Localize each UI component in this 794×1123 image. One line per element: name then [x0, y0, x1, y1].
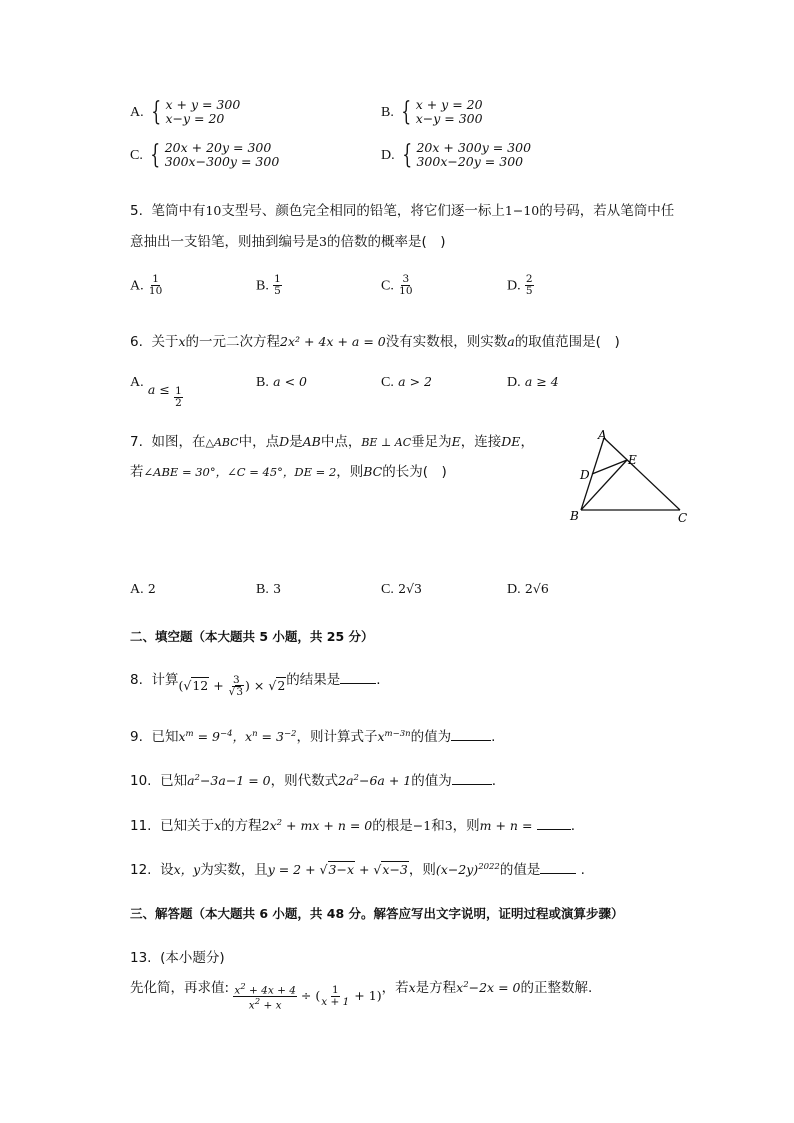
math-var: D [279, 434, 290, 449]
math-expr: a > 2 [398, 374, 432, 389]
question-text: 设 [160, 862, 174, 878]
question-text: 中，点 [238, 434, 280, 450]
segment-de [592, 460, 627, 474]
q10-condition: $a^2-3a-1 = 0$ [187, 772, 271, 788]
question-text: ，若 [381, 980, 409, 996]
q11-equation: $2x^2$ + mx + n = 0 [261, 817, 373, 833]
option-label: C. [381, 582, 394, 597]
math-expr: 3 [273, 581, 282, 596]
math-value: 3 [319, 234, 327, 249]
question-text: 是 [289, 434, 303, 450]
q5-option-c [381, 274, 414, 297]
answer-blank[interactable] [340, 670, 376, 684]
q11-line [130, 814, 575, 834]
question-text: 计算 [151, 672, 179, 688]
math-expr: a < 0 [273, 374, 307, 389]
q10-expression: $2a^2-6a + 1$ [338, 772, 412, 788]
question-number: 9. [130, 729, 143, 745]
math-var: AB [302, 434, 321, 449]
math-var: a [507, 334, 515, 349]
side-ac [604, 438, 680, 510]
q9-line [130, 725, 495, 745]
math-var: BC [363, 464, 383, 479]
brace-icon: { [401, 97, 412, 127]
q4-option-b [381, 98, 483, 126]
option-label: A. [130, 105, 144, 120]
question-text: 的取值范围是( ) [514, 334, 620, 350]
math-expr: 2√6 [524, 581, 549, 596]
section-heading-solutions: 三、解答题（本大题共 6 小题，共 48 分。解答应写出文字说明，证明过程或演算步骤） [130, 906, 624, 921]
answer-blank[interactable] [451, 727, 491, 741]
q9-condition: $x^m = 9^{-4}$，$x^n = 3^{-2}$ [178, 728, 297, 744]
question-text: 的方程 [221, 818, 262, 834]
question-text: ，则 [408, 862, 436, 878]
q4-option-c [130, 141, 279, 169]
question-text: 垂足为 [411, 434, 452, 450]
option-label: D. [507, 278, 521, 294]
question-text: 如图，在 [151, 434, 206, 450]
question-title: (本小题分) [160, 950, 225, 966]
question-number: 13. [130, 950, 152, 966]
option-label: B. [381, 105, 394, 120]
math-var: x，y [173, 862, 201, 877]
q12-expression: $(x-2y)^{2022}$ [435, 861, 500, 877]
question-text: . [580, 862, 585, 878]
q8-expression: (√12 + $\frac{3}{√3}$ ) × √2 [178, 674, 286, 698]
numerator: 1 [175, 385, 182, 397]
q5-line1 [130, 199, 674, 219]
math-expr: 2 [147, 581, 156, 596]
question-text: 已知 [151, 729, 179, 745]
q6-option-c [381, 374, 432, 391]
math-var: x [408, 980, 416, 995]
denominator: 5 [525, 285, 533, 297]
triangle-figure [560, 425, 700, 530]
question-text: 是方程 [415, 980, 457, 996]
math-expr: m + n = [479, 818, 533, 833]
question-text: 的结果是 [286, 672, 341, 688]
q7-line2 [130, 460, 447, 480]
question-text: 的号码，若从笔筒中任 [539, 203, 675, 219]
q5-option-d [507, 274, 534, 297]
q12-condition: y = 2 + √3−x + √x−3 [267, 862, 408, 877]
math-value: −1 [412, 818, 432, 833]
question-text: 为实数，且 [200, 862, 268, 878]
math-expr: 2√3 [398, 581, 423, 596]
math-var: E [451, 434, 461, 449]
denominator: 10 [148, 285, 163, 297]
q7-option-b [256, 581, 281, 598]
numerator: 3 [402, 273, 410, 285]
math-var: x [178, 334, 186, 349]
fraction [148, 274, 163, 297]
math-expr: BE ⊥ AC [361, 436, 412, 449]
q5-option-a [130, 274, 163, 297]
question-text: ，连接 [460, 434, 502, 450]
q7-option-d [507, 581, 549, 598]
option-label: A. [130, 582, 144, 597]
equation-line: 300x−20y = 300 [416, 154, 524, 169]
option-label: B. [256, 375, 269, 390]
q5-line2 [130, 230, 446, 250]
option-label: A. [130, 375, 144, 390]
q13-equation: $x^2-2x = 0$ [456, 979, 521, 995]
option-label: C. [381, 375, 394, 390]
denominator: 2 [175, 397, 182, 409]
vertex-label-b: B [570, 509, 579, 523]
question-text: 已知 [160, 773, 188, 789]
question-text: 的值为 [411, 773, 452, 789]
q13-line [130, 976, 592, 1012]
question-text: 若 [130, 464, 144, 480]
answer-blank[interactable] [537, 816, 571, 830]
question-number: 12. [130, 862, 152, 878]
question-text: . [376, 672, 381, 688]
question-text: 的倍数的概率是( ) [326, 234, 446, 250]
question-number: 10. [130, 773, 152, 789]
question-text: 中点， [320, 434, 362, 450]
math-expr: a ≥ 4 [524, 374, 559, 389]
q9-expression: $x^{m-3n}$ [377, 728, 411, 744]
fraction [273, 274, 282, 297]
question-text: 和 [431, 818, 445, 834]
question-text: 先化简，再求值: [130, 980, 230, 996]
question-number: 6. [130, 334, 143, 350]
question-text: 的一元二次方程 [185, 334, 281, 350]
option-label: B. [256, 582, 269, 597]
math-value: 1−10 [504, 203, 540, 218]
q13-title [130, 946, 225, 966]
question-text: 的值是 [499, 862, 541, 878]
q12-line [130, 858, 585, 878]
question-number: 11. [130, 818, 152, 834]
equation-line: x + y = 300 [165, 97, 241, 112]
q6-option-b [256, 374, 307, 391]
q7-option-a [130, 581, 156, 598]
q8-line [130, 668, 381, 698]
equation-line: 20x + 300y = 300 [416, 140, 532, 155]
q5-option-b [256, 274, 282, 297]
equation-line: 20x + 20y = 300 [164, 140, 272, 155]
brace-icon: { [151, 97, 162, 127]
question-text: 没有实数根，则实数 [385, 334, 508, 350]
option-label: D. [381, 148, 395, 163]
math-expr: 2x² + 4x + a = 0 [280, 334, 386, 349]
point-label-e: E [628, 453, 637, 467]
question-text: . [491, 729, 496, 745]
math-var: DE [501, 434, 521, 449]
vertex-label-c: C [678, 511, 688, 525]
q6-line1 [130, 330, 620, 350]
question-text: 的正整数解. [520, 980, 593, 996]
question-text: 的值为 [410, 729, 452, 745]
question-text: ， [520, 434, 534, 450]
q4-option-a [130, 98, 240, 126]
option-label: C. [130, 148, 143, 163]
brace-icon: { [402, 140, 413, 170]
question-text: 已知关于 [160, 818, 215, 834]
vertex-label-a: A [598, 428, 607, 442]
fraction [398, 274, 413, 297]
question-number: 5. [130, 203, 143, 219]
q6-option-d [507, 374, 559, 391]
option-label: D. [507, 375, 521, 390]
question-text: ，则 [452, 818, 480, 834]
q6-option-a [130, 374, 183, 409]
point-label-d: D [580, 468, 590, 482]
question-text: 的根是 [372, 818, 413, 834]
answer-blank[interactable] [540, 860, 576, 874]
numerator: 1 [274, 273, 281, 285]
equation-line: x−y = 300 [415, 111, 483, 126]
question-number: 7. [130, 434, 143, 450]
fraction [525, 274, 534, 297]
option-label: A. [130, 278, 144, 294]
math-value: 3 [444, 818, 453, 833]
question-text: 关于 [151, 334, 179, 350]
math-expr: a ≤ [147, 382, 170, 397]
numerator: 1 [152, 273, 159, 285]
q7-line1 [130, 430, 534, 450]
q4-option-d [381, 141, 531, 169]
q13-expression: $\frac{x^2 + 4x + 4}{x^2 + x}$ ÷ ( $\frac{1}{x + 1}$ + 1) [234, 981, 382, 1012]
denominator: 5 [274, 285, 281, 297]
equation-line: x−y = 20 [165, 111, 225, 126]
question-number: 8. [130, 672, 143, 688]
question-text: 支型号、颜色完全相同的铅笔，将它们逐一标上 [221, 203, 505, 219]
question-text: ，则 [336, 464, 364, 480]
math-var: x [214, 818, 222, 833]
option-label: B. [256, 278, 269, 294]
answer-blank[interactable] [452, 771, 492, 785]
brace-icon: { [150, 140, 161, 170]
question-text: ，则计算式子 [296, 729, 378, 745]
math-expr: ∠ABE = 30°，∠C = 45°，DE = 2 [143, 465, 337, 479]
math-value: 10 [205, 203, 222, 218]
question-text: 意抽出一支铅笔，则抽到编号是 [130, 234, 319, 250]
question-text: . [570, 818, 576, 834]
numerator: 2 [525, 273, 533, 285]
q10-line [130, 769, 496, 789]
math-expr: △ABC [205, 436, 239, 449]
question-text: ，则代数式 [270, 773, 339, 789]
question-text: . [491, 773, 497, 789]
q7-option-c [381, 581, 422, 598]
equation-line: x + y = 20 [415, 97, 483, 112]
section-heading-fill-in: 二、填空题（本大题共 5 小题，共 25 分） [130, 629, 374, 644]
option-label: D. [507, 582, 521, 597]
question-text: 笔筒中有 [151, 203, 206, 219]
fraction [174, 386, 183, 409]
denominator: 10 [399, 285, 413, 297]
option-label: C. [381, 278, 394, 294]
equation-line: 300x−300y = 300 [164, 154, 280, 169]
question-text: 的长为( ) [382, 464, 447, 480]
